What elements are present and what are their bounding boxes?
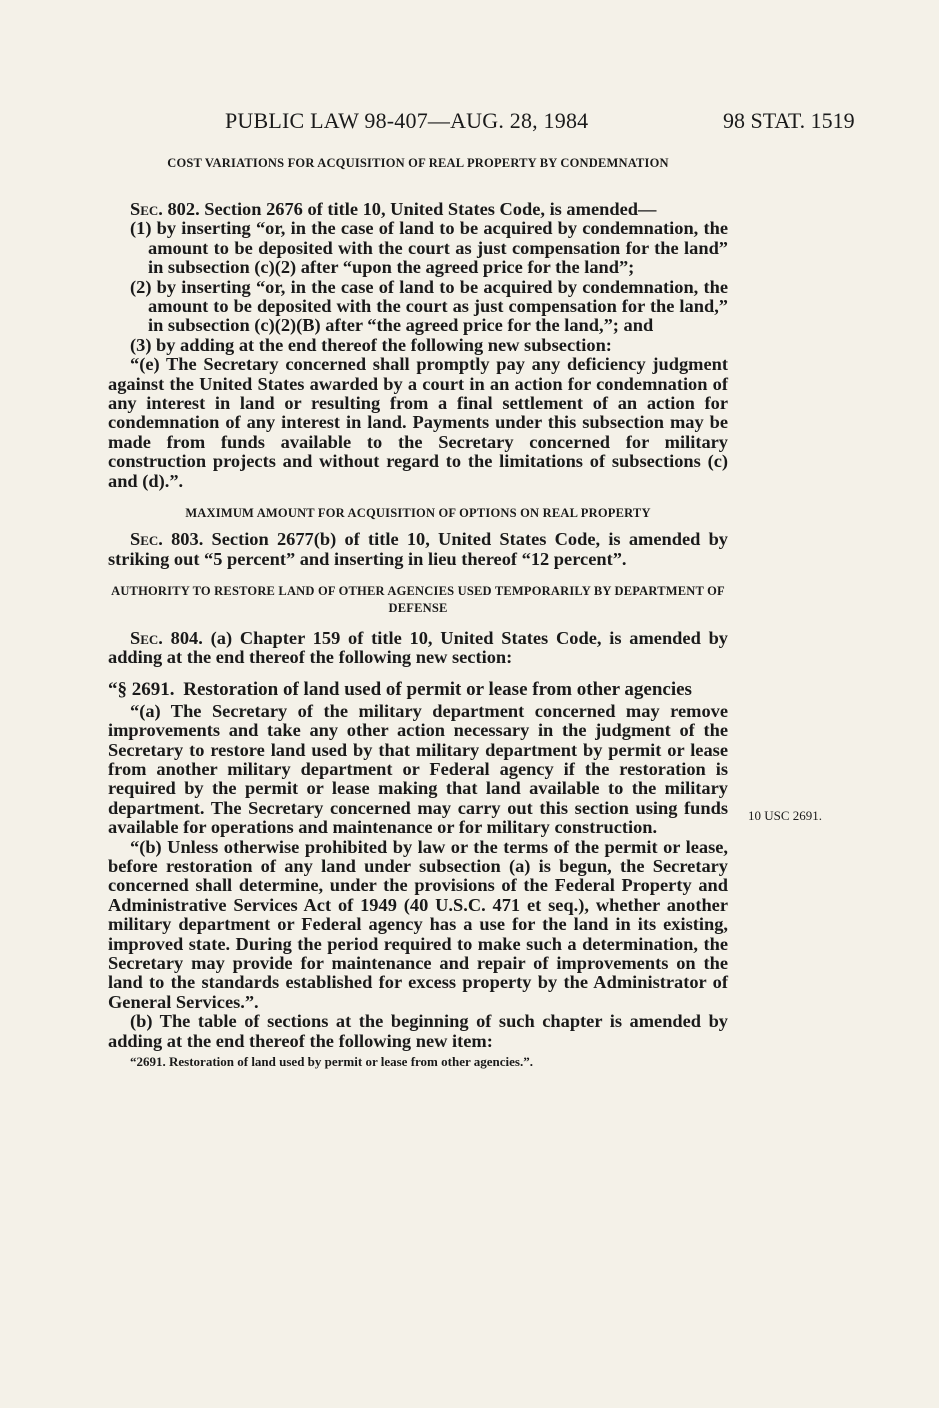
sec-802-intro xyxy=(108,200,728,219)
sec-802-item-1: (1) by inserting “or, in the case of land to be acquired by condemnation, the amount to be deposited with the court as just compensation for the land” in subsection (c)(2) after “upon the agreed price for the land”; xyxy=(130,218,728,278)
new-section-number: “§ 2691. xyxy=(108,678,175,700)
sec-804-intro xyxy=(108,629,728,668)
sec-802-quoted-subsection: “(e) The Secretary concerned shall promptly pay any deficiency judgment against the United States awarded by a court in an action for condemnation of any interest in land or resulting from a final settlement of an action for condemnation of any interest in land. Payments under this subsection may be made from funds available to the Secretary concerned for military construction projects and without regard to the limitations of subsections (c) and (d).”. xyxy=(108,354,728,491)
sec-803-text xyxy=(108,530,728,569)
table-of-sections-item: “2691. Restoration of land used by permit or lease from other agencies.”. xyxy=(130,1054,533,1070)
new-section-title-text: Restoration of land used of permit or lease from other agencies xyxy=(183,678,692,700)
sec-802-intro-text: 802. Section 2676 of title 10, United States Code, is amended— xyxy=(162,199,657,219)
sec-804-intro-text: 804. (a) Chapter 159 of title 10, United States Code, is amended by adding at the end thereof the following new section: xyxy=(108,627,728,668)
statute-page-number: 98 STAT. 1519 xyxy=(723,108,855,133)
new-section-title xyxy=(108,680,728,700)
sec-802-item-2: (2) by inserting “or, in the case of land to be acquired by condemnation, the amount to be deposited with the court as just compensation for the land,” in subsection (c)(2)(B) after “the agreed price for the land,”; and xyxy=(130,276,728,336)
margin-note-10-usc-2691: 10 USC 2691. xyxy=(748,808,823,823)
body-column xyxy=(108,155,728,1071)
sec-802-item-3: (3) by adding at the end thereof the following new subsection: xyxy=(130,334,612,355)
heading-sec-802: COST VARIATIONS FOR ACQUISITION OF REAL PROPERTY BY CONDEMNATION xyxy=(167,156,669,170)
sec-label: Sec. xyxy=(130,627,163,648)
sec-804-para-b-table: (b) The table of sections at the beginning of such chapter is amended by adding at the end thereof the following new item: xyxy=(108,1011,728,1051)
sec-label: Sec. xyxy=(130,199,163,219)
sec-label: Sec. xyxy=(130,529,163,550)
heading-sec-804: AUTHORITY TO RESTORE LAND OF OTHER AGENCIES USED TEMPORARILY BY DEPARTMENT OF DEFENSE xyxy=(111,583,725,615)
sec-803-body: 803. Section 2677(b) of title 10, United States Code, is amended by striking out “5 percent” and inserting in lieu thereof “12 percent”. xyxy=(108,529,728,569)
running-head: PUBLIC LAW 98-407—AUG. 28, 1984 xyxy=(225,108,589,133)
sec-2691-para-a: “(a) The Secretary of the military department concerned may remove improvements and take any other action necessary in the judgment of the Secretary to restore land used by that military department by permit or lease from another military department or Federal agency if the restoration is required by the permit or lease making that land available to the military department. The Secretary concerned may carry out this section using funds available for operations and maintenance or for military construction. xyxy=(108,700,728,838)
heading-sec-803: MAXIMUM AMOUNT FOR ACQUISITION OF OPTIONS ON REAL PROPERTY xyxy=(185,506,651,521)
sec-2691-para-b: “(b) Unless otherwise prohibited by law or the terms of the permit or lease, before restoration of any land under subsection (a) is begun, the Secretary concerned shall determine, under the provisions of the Federal Property and Administrative Services Act of 1949 (40 U.S.C. 471 et seq.), whether another military department or Federal agency has a use for the land in its existing, improved state. During the period required to make such a determination, the Secretary may provide for maintenance and repair of improvements on the land to the standards established for excess property by the Administrator of General Services.”. xyxy=(108,836,728,1012)
